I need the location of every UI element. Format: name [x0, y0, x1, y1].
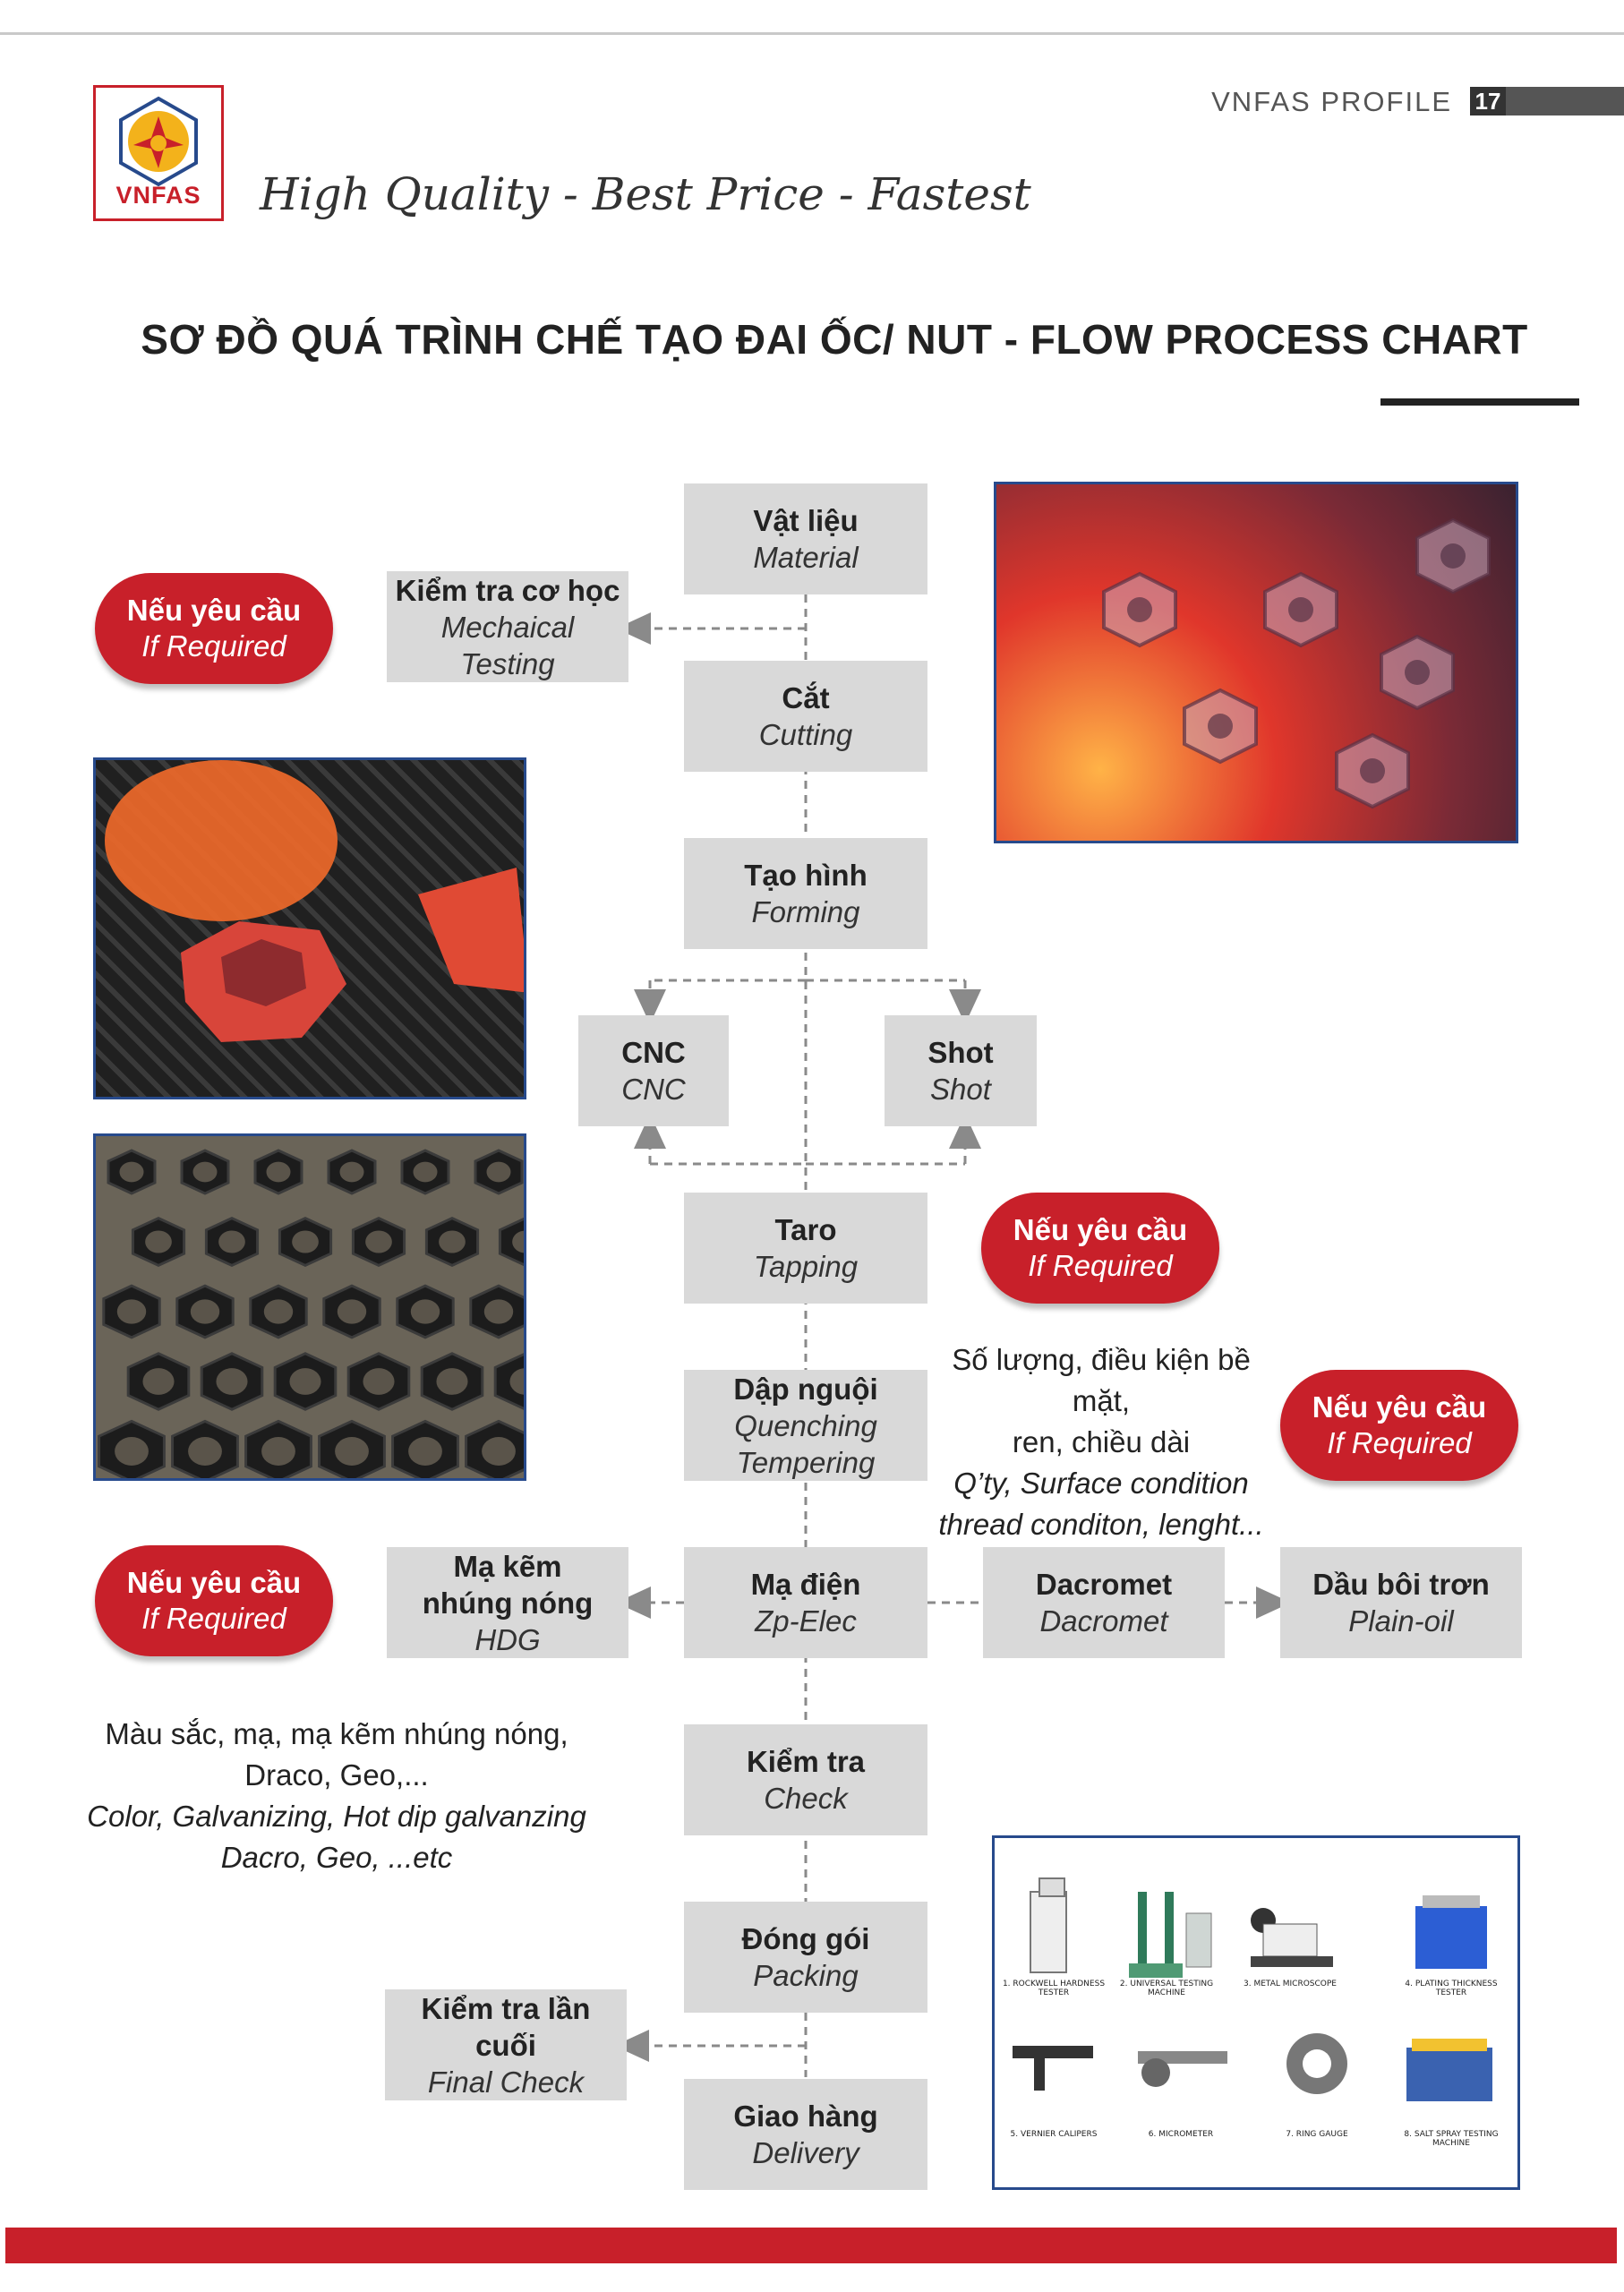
hex-nut-hole: [142, 1368, 174, 1395]
if-required-badge-mech: [95, 573, 333, 684]
hex-nut-hole: [439, 1230, 466, 1253]
step-hdg-en: HDG: [474, 1622, 541, 1656]
coating-note-vi2: Draco, Geo,...: [244, 1758, 429, 1792]
step-quench-vi: Dập nguội: [733, 1372, 878, 1406]
hex-nut-hole: [145, 1230, 172, 1253]
if-required-badge-hdg: [95, 1545, 333, 1656]
thread-note-vi1: Số lượng, điều kiện bề mặt,: [952, 1343, 1251, 1417]
hex-nut-hole: [117, 1299, 146, 1323]
hex-nut-hole: [188, 1437, 222, 1466]
coating-note-en1: Color, Galvanizing, Hot dip galvanzing: [87, 1800, 586, 1833]
equip-label-1: 1. ROCKWELL HARDNESS TESTER: [1002, 1980, 1106, 1997]
hex-nut-hole: [414, 1162, 438, 1183]
step-material-vi: Vật liệu: [753, 504, 859, 537]
step-cutting-en: Cutting: [758, 718, 853, 751]
thread-note-vi2: ren, chiều dài: [1012, 1425, 1191, 1458]
step-hdg-vi1: Mạ kẽm: [453, 1549, 562, 1583]
hex-nut-hole: [216, 1368, 247, 1395]
step-shot: [885, 1015, 1037, 1126]
step-check-en: Check: [764, 1782, 848, 1815]
equip-label-6: 6. MICROMETER: [1148, 2130, 1214, 2139]
equip-label-8: 8. SALT SPRAY TESTING MACHINE: [1404, 2130, 1499, 2148]
tagline: High Quality - Best Price - Fastest: [260, 168, 1031, 220]
step-packing-en: Packing: [753, 1959, 859, 1992]
black-nuts-photo: [93, 1133, 526, 1481]
coating-note-en2: Dacro, Geo, ...etc: [220, 1841, 453, 1874]
hex-nut-hole: [335, 1437, 369, 1466]
forging-nut-photo: [93, 757, 526, 1099]
if-required-badge-quench: [1280, 1370, 1518, 1481]
step-tapping-vi: Taro: [774, 1213, 837, 1246]
step-check-vi: Kiểm tra: [746, 1745, 866, 1778]
step-zp-vi: Mạ điện: [750, 1568, 861, 1601]
hex-nuts-pattern-icon: [996, 484, 1518, 843]
page-number: 17: [1470, 87, 1506, 115]
step-packing: [684, 1902, 927, 2013]
step-dacromet-en: Dacromet: [1039, 1604, 1168, 1638]
step-cnc-en: CNC: [621, 1073, 686, 1106]
step-cnc-vi: CNC: [621, 1036, 686, 1069]
hex-nut-hole: [436, 1368, 467, 1395]
step-tapping-en: Tapping: [753, 1250, 859, 1283]
step-shot-en: Shot: [930, 1073, 991, 1106]
if-required-vi: Nếu yêu cầu: [1013, 1213, 1188, 1246]
if-required-en: If Required: [141, 1602, 286, 1635]
hex-nut-hole: [365, 1230, 392, 1253]
hex-nut-hole: [292, 1230, 319, 1253]
step-final-vi2: cuối: [475, 2028, 536, 2062]
profile-label: VNFAS PROFILE: [1211, 86, 1452, 117]
hex-nut-hole: [340, 1162, 364, 1183]
coating-note-vi1: Màu sắc, mạ, mạ kẽm nhúng nóng,: [105, 1717, 568, 1750]
hot-nuts-photo: [994, 482, 1518, 843]
step-quench-en2: Tempering: [736, 1445, 876, 1479]
hex-nut-hole: [115, 1437, 149, 1466]
step-hdg: [387, 1547, 628, 1658]
hex-nut-hole: [363, 1368, 394, 1395]
glowing-nut-icon: [96, 760, 526, 1099]
step-mechanical-testing: [387, 571, 628, 682]
equip-label-3: 3. METAL MICROSCOPE: [1244, 1980, 1337, 1988]
if-required-en: If Required: [1327, 1426, 1472, 1459]
step-zp-elec: [684, 1547, 927, 1658]
equip-label-2: 2. UNIVERSAL TESTING MACHINE: [1119, 1980, 1214, 1997]
if-required-vi: Nếu yêu cầu: [126, 1566, 302, 1599]
step-delivery: [684, 2079, 927, 2190]
hex-nut-hole: [482, 1437, 516, 1466]
equip-label-5: 5. VERNIER CALIPERS: [1010, 2130, 1098, 2139]
step-tapping: [684, 1193, 927, 1304]
thread-note-en2: thread conditon, lenght...: [938, 1508, 1264, 1541]
testing-equipment-panel: [992, 1835, 1520, 2190]
step-cnc: [578, 1015, 729, 1126]
hex-nut-hole: [264, 1299, 293, 1323]
if-required-vi: Nếu yêu cầu: [1312, 1390, 1487, 1424]
step-mech-en2: Testing: [460, 646, 555, 680]
if-required-en: If Required: [141, 629, 286, 663]
step-quench-en1: Quenching: [734, 1408, 877, 1442]
step-plainoil-vi: Dầu bôi trơn: [1312, 1568, 1490, 1601]
if-required-en: If Required: [1028, 1249, 1173, 1282]
step-forming: [684, 838, 927, 949]
thread-note: [922, 1339, 1280, 1545]
step-forming-en: Forming: [751, 895, 860, 928]
step-cutting-vi: Cắt: [782, 681, 830, 714]
step-quenching: [684, 1370, 927, 1481]
hex-nut-hole: [261, 1437, 295, 1466]
logo-text: VNFAS: [115, 182, 201, 209]
step-hdg-vi2: nhúng nóng: [422, 1586, 594, 1620]
step-final-vi1: Kiểm tra lần: [421, 1991, 591, 2025]
step-final-en: Final Check: [427, 2065, 585, 2099]
step-cutting: [684, 661, 927, 772]
hex-nut-hole: [338, 1299, 366, 1323]
hex-nut-hole: [267, 1162, 291, 1183]
hex-nut-hole: [411, 1299, 440, 1323]
hex-nut-hole: [218, 1230, 245, 1253]
footer-bar: [5, 2228, 1617, 2263]
hex-nut-hole: [193, 1162, 218, 1183]
hex-nut-hole: [487, 1162, 511, 1183]
step-delivery-vi: Giao hàng: [733, 2100, 878, 2133]
step-mech-vi: Kiểm tra cơ học: [395, 573, 620, 607]
coating-note: [77, 1714, 596, 1878]
step-dacromet: [983, 1547, 1225, 1658]
step-shot-vi: Shot: [927, 1036, 994, 1069]
equip-label-7: 7. RING GAUGE: [1286, 2130, 1348, 2139]
hex-nut-hole: [120, 1162, 144, 1183]
step-packing-vi: Đóng gói: [741, 1922, 870, 1955]
page-title: SƠ ĐỒ QUÁ TRÌNH CHẾ TẠO ĐAI ỐC/ NUT - FLOW PROCESS CHART: [141, 316, 1528, 363]
step-zp-en: Zp-Elec: [755, 1604, 857, 1638]
step-check: [684, 1724, 927, 1835]
thread-note-en1: Q’ty, Surface condition: [953, 1467, 1249, 1500]
step-delivery-en: Delivery: [752, 2136, 859, 2169]
hex-nut-hole: [191, 1299, 219, 1323]
step-plain-oil: [1280, 1547, 1522, 1658]
hex-nut-hole: [289, 1368, 321, 1395]
black-hex-nuts-icon: [96, 1136, 526, 1481]
step-material: [684, 483, 927, 594]
step-forming-vi: Tạo hình: [744, 859, 868, 892]
step-plainoil-en: Plain-oil: [1348, 1604, 1454, 1638]
equip-label-4: 4. PLATING THICKNESS TESTER: [1405, 1980, 1498, 1997]
if-required-vi: Nếu yêu cầu: [126, 594, 302, 627]
hex-nut-hole: [484, 1299, 513, 1323]
step-final-check: [385, 1989, 627, 2100]
step-material-en: Material: [753, 541, 859, 574]
hex-nut-hole: [408, 1437, 442, 1466]
if-required-badge-tapping: [981, 1193, 1219, 1304]
step-mech-en1: Mechaical: [440, 610, 575, 644]
step-dacromet-vi: Dacromet: [1035, 1568, 1173, 1601]
